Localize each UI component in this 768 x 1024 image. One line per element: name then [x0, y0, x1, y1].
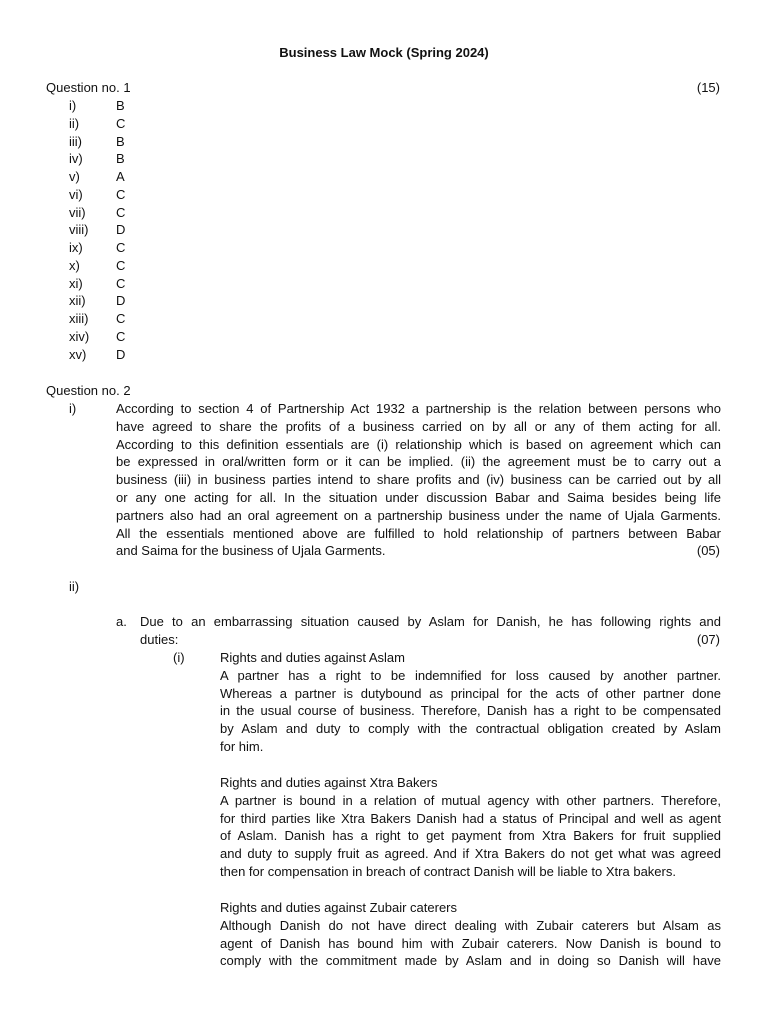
part-i-marks: (05): [696, 543, 720, 559]
answer-number: viii): [69, 222, 89, 238]
answer-value: B: [116, 98, 125, 113]
part-ii-a-intro-line-1: Due to an embarrassing situation caused by Aslam for Danish, he has following rights and: [140, 614, 721, 629]
rights-section-heading: Rights and duties against Aslam: [220, 650, 405, 665]
rights-section-line: of Aslam. Danish has a right to get payment from Xtra Bakers for fruit supplied: [220, 828, 721, 844]
rights-section-line: A partner is bound in a relation of mutual agency with other partners. Therefore,: [220, 792, 721, 808]
answer-number: xii): [69, 293, 86, 309]
part-i-line: partners also had an oral agreement on a partnership business under the name of Ujala Garments.: [116, 507, 721, 523]
part-i-line: According to section 4 of Partnership Act 1932 a partnership is the relation between persons who: [116, 401, 721, 416]
rights-section-line: by Aslam and duty to comply with the contractual obligation created by Aslam: [220, 721, 721, 737]
rights-section-heading: Rights and duties against Xtra Bakers: [220, 775, 438, 790]
part-i-line: and Saima for the business of Ujala Garments.: [116, 543, 386, 559]
answer-number: xi): [69, 275, 83, 291]
rights-section-heading: Rights and duties against Zubair caterers: [220, 900, 458, 915]
answer-number: ii): [69, 115, 80, 131]
part-ii-a-intro-line-2: duties:: [140, 631, 179, 647]
part-i-line: business (iii) in business parties intend to share profits and (iv) business can be carried out by all: [116, 472, 721, 488]
answer-number: iv): [69, 151, 83, 167]
part-i-line: All the essentials mentioned above are fulfilled to hold relationship of partners between Babar: [116, 525, 721, 541]
answer-number: xiii): [69, 311, 89, 326]
rights-section-line: in the usual course of business. Therefore, Danish has a right to be compensated: [220, 703, 721, 719]
answer-value: C: [116, 186, 126, 202]
answer-value: A: [116, 169, 125, 184]
rights-section: [220, 649, 721, 756]
answer-value: D: [116, 293, 126, 309]
question-2-heading: Question no. 2: [46, 383, 131, 398]
answer-number: v): [69, 169, 80, 184]
part-ii-a-label: a.: [116, 614, 127, 629]
rights-section-line: comply with the commitment made by Aslam and in doing so Danish will have: [220, 953, 721, 969]
answer-number: i): [69, 98, 77, 113]
answer-value: C: [116, 240, 126, 255]
answer-number: vi): [69, 186, 83, 202]
answer-value: C: [116, 328, 126, 344]
rights-section-line: Although Danish do not have direct dealing with Zubair caterers but Alsam as: [220, 917, 721, 933]
question-1-heading: Question no. 1: [46, 80, 131, 95]
part-i-line: or any one acting for all. In the situation under discussion Babar and Saima besides being life: [116, 489, 721, 505]
answer-value: D: [116, 222, 126, 238]
rights-section-line: for him.: [220, 738, 264, 754]
answer-value: D: [116, 346, 126, 362]
answer-value: B: [116, 151, 125, 167]
rights-section-line: for third parties like Xtra Bakers Danish had a status of Principal and well as agent: [220, 810, 721, 826]
part-i-line: be expressed in oral/written form or it can be implied. (ii) the agreement must be to carry out a: [116, 454, 721, 470]
answer-number: xiv): [69, 328, 90, 344]
rights-section-line: then for compensation in breach of contract Danish will be liable to Xtra bakers.: [220, 863, 676, 879]
answer-number: x): [69, 257, 80, 273]
answer-number: vii): [69, 204, 86, 220]
answer-value: B: [116, 133, 125, 149]
part-i-paragraph: [116, 400, 721, 560]
answer-number: ix): [69, 240, 83, 255]
part-ii-a-marks: (07): [696, 631, 720, 647]
question-1-marks: (15): [696, 80, 720, 95]
rights-section-line: Whereas a partner is dutybound as principal for the acts of other partner done: [220, 685, 721, 701]
answer-value: C: [116, 115, 126, 131]
answer-value: C: [116, 204, 126, 220]
rights-section: [220, 774, 721, 881]
document-title: Business Law Mock (Spring 2024): [279, 45, 489, 60]
answer-number: xv): [69, 346, 87, 362]
answer-value: C: [116, 257, 126, 273]
rights-section-line: agent of Danish has bound him with Zubair caterers. Now Danish is bound to: [220, 935, 721, 951]
answer-value: C: [116, 275, 126, 291]
part-ii-a-sub-number: (i): [173, 650, 185, 665]
part-ii-number: ii): [69, 579, 80, 594]
answer-value: C: [116, 311, 126, 326]
rights-section-line: and duty to supply fruit as agreed. And if Xtra Bakers do not get what was agreed: [220, 846, 721, 862]
answer-number: iii): [69, 133, 82, 149]
part-i-line: have agreed to share the profits of a business carried on by all or any of them acting for all.: [116, 418, 721, 434]
rights-section: [220, 899, 721, 970]
part-i-line: According to this definition essentials are (i) relationship which is based on agreement which can: [116, 436, 721, 452]
part-i-number: i): [69, 401, 77, 416]
rights-section-line: A partner has a right to be indemnified for loss caused by another partner.: [220, 667, 721, 683]
part-ii-a-intro: [140, 613, 721, 649]
